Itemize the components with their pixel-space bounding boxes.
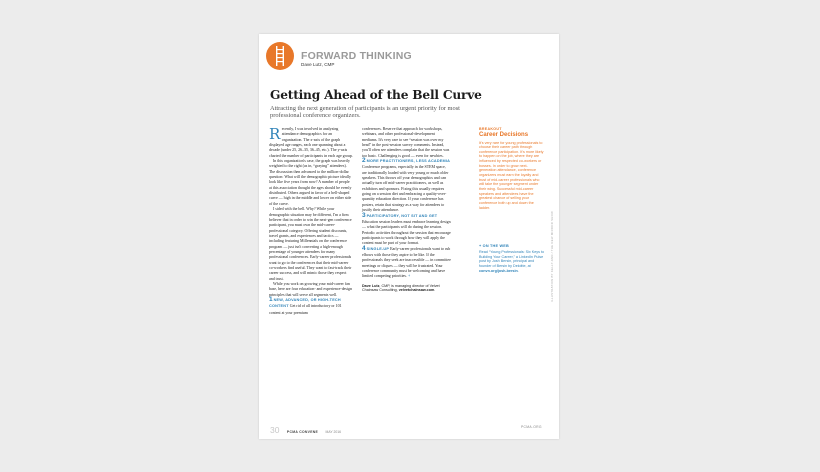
list-item-3 <box>362 213 451 246</box>
item-label: SINGLE-UP <box>366 246 390 251</box>
item-number: 4 <box>362 244 366 252</box>
list-item-2 <box>362 158 451 212</box>
paragraph: Recently, I was involved in analyzing attendance demographics for an organization. The x-axis of the graph displayed age ranges, each one spanning about a decade (under 25, 26–35, 36–45, etc.). The y-axis charted the number of participants in each age group. <box>269 125 353 158</box>
list-item-4 <box>362 246 451 279</box>
ladder-icon <box>266 42 294 70</box>
magazine-name: PCMA CONVENE <box>286 430 319 434</box>
article-deck: Attracting the next generation of participants is an urgent priority for most professional conference organizers. <box>270 105 460 120</box>
illustration-credit: ILLUSTRATION BY KELLY-ANN / THE NEW MIRROR SHOW <box>550 210 554 302</box>
item-number: 3 <box>362 211 366 219</box>
sidebar-breakout <box>479 127 545 210</box>
web-link[interactable]: convn.org/josh-bersin <box>479 268 518 273</box>
list-item-1 <box>269 297 353 315</box>
on-the-web-heading: + ON THE WEB <box>479 244 509 248</box>
page-number: 30 <box>270 425 280 435</box>
article-headline: Getting Ahead of the Bell Curve <box>270 88 482 102</box>
paragraph: While you work on growing your mid-career fan base, here are four education- and experience-design principles that will serve all segments well. <box>269 280 352 297</box>
paragraph: conferences. Reserve that approach for workshops, webinars, and other professional-development mediums. It's very rare to see “session was over my head” in the post-session survey comments. Instead, you'll often see attendees complain that the session was too basic. Challenging is good — even for newbies. <box>362 126 450 158</box>
paragraph: In this organization's case, the graph was heavily weighted to the right (as in, “graying” attendees). The discussion then advanced to the million-dollar question: What will the demographic picture ideally look like five years from now? A number of people at this association thought the ages should be evenly distributed. Others argued in favor of a bell-shaped curve — high in the middle and lower on either side of the curve. <box>269 158 352 206</box>
column-author: Dave Lutz, CMP <box>301 62 335 67</box>
bio-link[interactable]: velvetchainsaw.com <box>398 288 435 293</box>
page-footer <box>270 420 341 438</box>
item-text: Education session leaders must embrace learning design — what the participants will do during the session. Periodic activities throughout the session that encourage participants to work through how they will apply the content must be part of your format. <box>362 218 451 246</box>
sidebar-text: It's very rare for young professionals to choose their career path through conference participation. It's more likely to happen on the job, where they are influenced by respected co-workers or bosses. In order to grow next-generation attendance, conference organizers must earn the loyalty and trust of mid-career professionals who will take the younger segment under their wing. Successful mid-career speakers and attendees have the greatest chance of selling your conference both up and down the ladder. <box>479 140 544 210</box>
on-the-web-box <box>479 244 545 273</box>
sidebar-title: Career Decisions <box>479 131 529 138</box>
item-label: MORE PRACTITIONERS, LESS ACADEMIA <box>366 159 451 164</box>
item-label: PARTICIPATORY, NOT SIT AND GET <box>366 213 438 218</box>
column-title: FORWARD THINKING <box>301 50 412 62</box>
end-mark: + <box>407 273 411 279</box>
item-text: Get rid of all introductory or 101 content at your premium <box>269 303 342 315</box>
author-bio: Dave Lutz, CMP, is managing director of Velvet Chainsaw Consulting, velvetchainsaw.com. <box>362 283 440 293</box>
item-label: NEW, ADVANCED, OR HIGH-TECH CONTENT <box>269 298 341 309</box>
item-number: 2 <box>362 157 366 165</box>
body-column-2 <box>362 126 451 293</box>
item-text: Conference programs, especially in the STEM space, are traditionally loaded with very young or much older speakers. This throws off your demographics and can actually turn off mid-career practitioners, as well as exhibitors and sponsors. Fixing this usually requires going on a session diet and embracing a quality-over-quantity education direction. If your conference has posters, retain that strategy as a way for attendees to justify their attendance. <box>362 164 449 213</box>
issue-date: MAY 2016 <box>325 430 342 434</box>
body-column-1 <box>269 126 353 315</box>
item-number: 1 <box>269 296 273 303</box>
magazine-page <box>259 34 559 439</box>
sidebar-kicker: BREAKOUT <box>479 127 502 131</box>
item-text: Early-career professionals want to rub elbows with those they aspire to be like. If the professionals they seek are inaccessible — in committee meetings or cliques — they will be frustrated. Your conference community must be welcoming and have limited competing priorities. <box>362 245 451 279</box>
drop-cap: R <box>269 125 281 143</box>
footer-site: PCMA.ORG <box>521 425 542 429</box>
paragraph: I sided with the bell. Why? While your demographic situation may be different, I'm a firm believer that in order to win the next-gen conference participant, you must own the mid-career-professional category. Offering student discounts, travel grants, and experiences and tactics — including featuring Millennials on the conference program — just isn't converting a high-enough percentage of younger attendees for many professional conferences. Early-career professionals want to go to the conferences that their mid-career co-workers find useful. They want to fast-track their career success, and will mimic those they respect and trust. <box>269 206 352 281</box>
on-the-web-text: Read “Young Professionals: Six Keys to Building Your Career,” a LinkedIn Pulse post by Josh Bersin, principal and founder of Bersin by Deloitte, at convn.org/josh-bersin. <box>479 250 545 273</box>
